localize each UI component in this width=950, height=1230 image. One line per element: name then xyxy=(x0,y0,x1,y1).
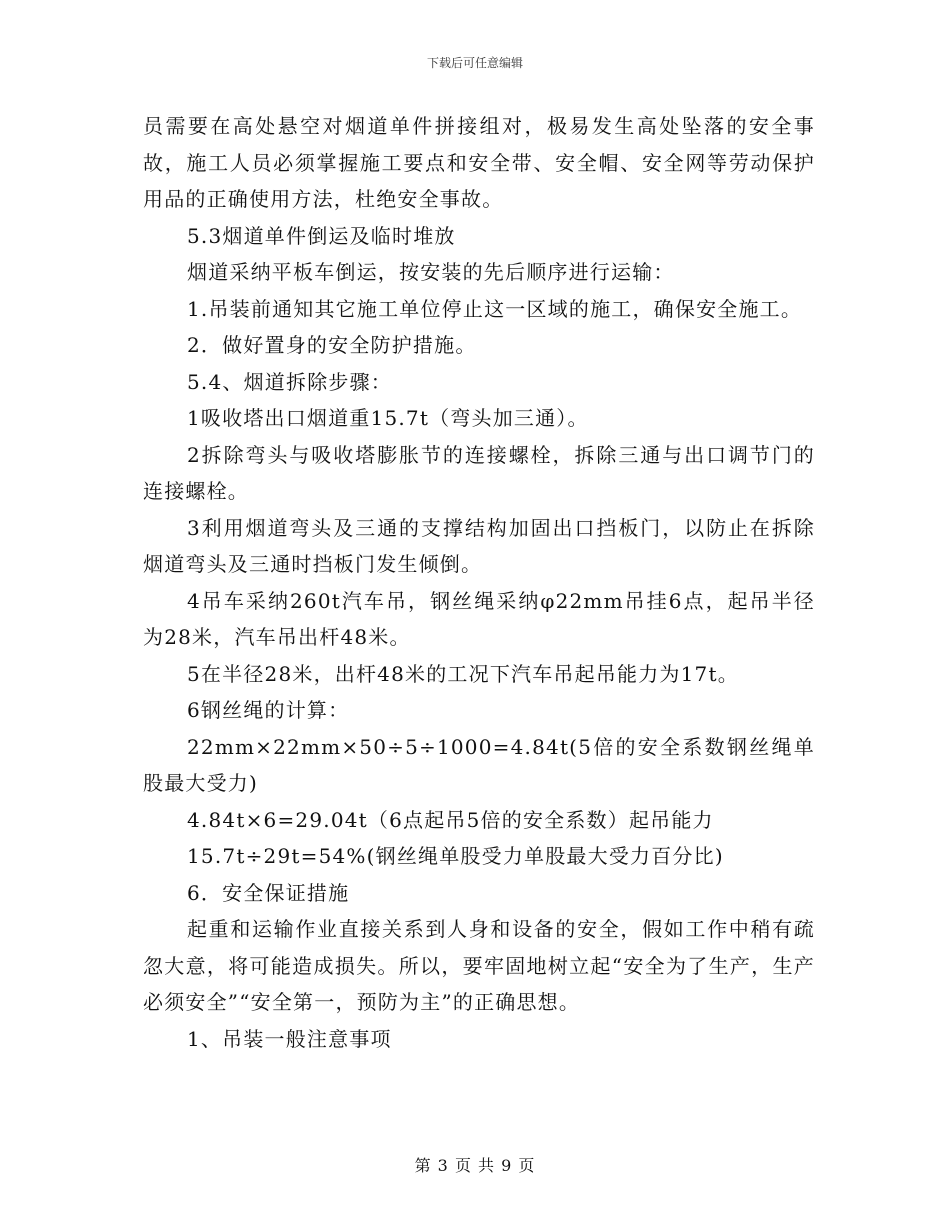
list-item: 4吊车采纳260t汽车吊，钢丝绳采纳φ22mm吊挂6点，起吊半径为28米，汽车吊出杆48米。 xyxy=(143,588,815,649)
list-item: 5在半径28米，出杆48米的工况下汽车吊起吊能力为17t。 xyxy=(187,661,739,686)
list-item: 1吸收塔出口烟道重15.7t（弯头加三通）。 xyxy=(187,406,589,430)
section-heading-5-3: 5.3烟道单件倒运及临时堆放 xyxy=(187,223,456,248)
list-item: 6钢丝绳的计算： xyxy=(187,698,350,722)
formula-line: 15.7t÷29t=54%(钢丝绳单股受力单股最大受力百分比) xyxy=(187,844,724,868)
list-item: 2拆除弯头与吸收塔膨胀节的连接螺栓，拆除三通与出口调节门的连接螺栓。 xyxy=(143,442,815,503)
formula-line: 22mm×22mm×50÷5÷1000=4.84t(5倍的安全系数钢丝绳单股最大受力) xyxy=(143,734,815,795)
formula-line: 4.84t×6=29.04t（6点起吊5倍的安全系数）起吊能力 xyxy=(187,807,714,832)
document-body xyxy=(143,108,815,1057)
list-item: 3利用烟道弯头及三通的支撑结构加固出口挡板门，以防止在拆除烟道弯头及三通时挡板门发生倾倒。 xyxy=(143,515,815,576)
page-header-note: 下载后可任意编辑 xyxy=(426,56,523,70)
section-heading-6: 6．安全保证措施 xyxy=(187,880,350,905)
page-number: 第 3 页 共 9 页 xyxy=(414,1156,536,1175)
paragraph: 烟道采纳平板车倒运，按安装的先后顺序进行运输： xyxy=(187,260,675,284)
paragraph: 员需要在高处悬空对烟道单件拼接组对，极易发生高处坠落的安全事故，施工人员必须掌握施工要点和安全带、安全帽、安全网等劳动保护用品的正确使用方法，杜绝安全事故。 xyxy=(143,114,815,211)
paragraph: 起重和运输作业直接关系到人身和设备的安全，假如工作中稍有疏忽大意，将可能造成损失。所以，要牢固地树立起“安全为了生产，生产必须安全”“安全第一，预防为主”的正确思想。 xyxy=(143,917,815,1014)
list-item: 1.吊装前通知其它施工单位停止这一区域的施工，确保安全施工。 xyxy=(187,296,803,321)
list-item: 2．做好置身的安全防护措施。 xyxy=(187,333,477,357)
subsection-heading: 1、吊装一般注意事项 xyxy=(187,1026,392,1051)
section-heading-5-4: 5.4、烟道拆除步骤： xyxy=(187,369,393,394)
